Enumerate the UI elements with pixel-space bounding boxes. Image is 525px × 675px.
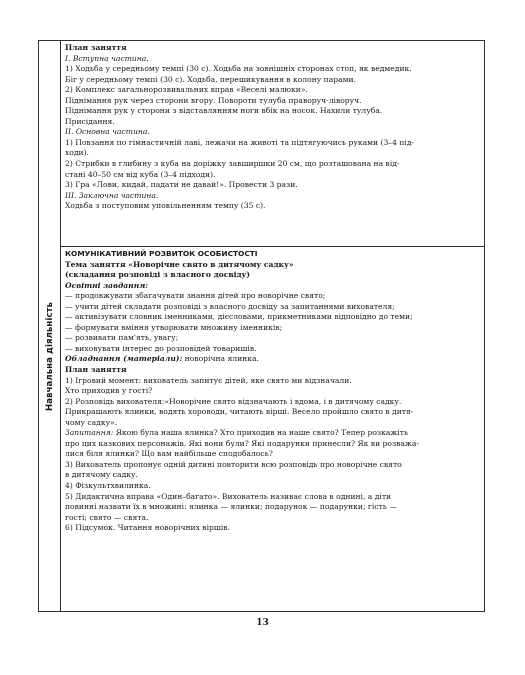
text-line: Біг у середньому темпі (30 с). Ходьба, перешикування в колону парами. [65, 74, 356, 84]
questions-label: Запитання: [65, 428, 114, 438]
text-line: 1) Ходьба у середньому темпі (30 с). Ходьба на зовнішніх сторонах стоп, як ведмедик. [65, 64, 412, 74]
section-communication [61, 247, 484, 613]
text-line: лися біля ялинки? Що вам найбільше сподобалось? [65, 449, 273, 459]
part2-title: ІІ. Основна частина. [65, 127, 150, 137]
text-line: чому садку». [65, 417, 118, 427]
page-number: 13 [256, 618, 269, 628]
text-line: Прикрашають ялинки, водять хороводи, читають вірші. Весело пройшло свято в дитя- [65, 407, 414, 417]
text-line: про цих казкових персонажів. Які вони були? Які подарунки принесли? Як ви розважа- [65, 438, 420, 448]
text-line: Ходьба з поступовим уповільненням темпу (35 с). [65, 201, 266, 211]
task-item: — активізувати словник іменниками, дієсловами, прикметниками відповідно до теми; [65, 312, 413, 322]
text-line: 5) Дидактична вправа «Один–багато». Вихователь називає слова в однині, а діти [65, 491, 392, 501]
tasks-title: Освітні завдання: [65, 280, 149, 290]
side-column [39, 41, 61, 611]
text-line: стані 40–50 см від куба (3–4 підходи). [65, 169, 216, 179]
text-line: 3) Гра «Лови, кидай, падати не давай!». Провести 3 рази. [65, 180, 298, 190]
part3-title: ІІІ. Заключна частина. [65, 190, 159, 200]
text-line: 1) Ігровий момент: вихователь запитує дітей, яке свято ми відзначали. [65, 375, 352, 385]
text-line: ходи). [65, 148, 89, 158]
text-line: 2) Розповідь вихователя:«Новорічне свято відзначають і вдома, і в дитячому садку. [65, 396, 402, 406]
task-item: — виховувати інтерес до розповідей товаришів. [65, 343, 257, 353]
task-item: — учити дітей складати розповіді з власного досвіду за запитаннями вихователя; [65, 301, 395, 311]
text-line: 2) Стрибки в глибину з куба на доріжку завширшки 20 см, що розташована на від- [65, 159, 400, 169]
text-line: 6) Підсумок. Читання новорічних віршів. [65, 523, 231, 533]
topic-subtitle: (складання розповіді з власного досвіду) [65, 270, 250, 280]
content-column [61, 41, 484, 611]
part1-title: І. Вступна частина. [65, 53, 149, 63]
text-line: 1) Повзання по гімнастичній лаві, лежачи на животі та підтягуючись руками (3–4 під- [65, 137, 415, 147]
text-line: Хто приходив у гості? [65, 386, 153, 396]
side-label-text: Навчальна діяльність [45, 301, 55, 411]
text-line: Піднімання рук у сторони з відставлянням ноги вбік на носок. Нахили тулуба. [65, 106, 383, 116]
text-line: Присідання. [65, 116, 115, 126]
equipment-line [65, 354, 480, 365]
text-line: 3) Вихователь пропонує одній дитині повторити всю розповідь про новорічне свято [65, 459, 402, 469]
questions-line [65, 428, 480, 439]
task-item: — формувати вміння утворювати множину іменників; [65, 322, 283, 332]
side-label [42, 291, 58, 421]
equipment-label: Обладнання (матеріали): [65, 354, 183, 364]
task-item: — продовжувати збагачувати знання дітей про новорічне свято; [65, 291, 326, 301]
text-line: в дитячому садку. [65, 470, 138, 480]
section-heading: КОМУНІКАТИВНИЙ РОЗВИТОК ОСОБИСТОСТІ [65, 249, 258, 258]
text-line: Піднімання рук через сторони вгору. Повороти тулуба праворуч-ліворуч. [65, 95, 362, 105]
equipment-value: новорічна ялинка. [182, 354, 259, 364]
section-physical [61, 41, 484, 247]
text-line: 2) Комплекс загальнорозвивальних вправ «Веселі малюки». [65, 85, 308, 95]
lesson-table [38, 40, 485, 612]
questions-text: Якою була наша ялинка? Хто приходив на наше свято? Тепер розкажіть [113, 428, 409, 438]
text-line: 4) Фізкультхвилинка. [65, 481, 151, 491]
topic-title: Тема заняття «Новорічне свято в дитячому садку» [65, 259, 294, 269]
plan-title: План заняття [65, 365, 127, 375]
task-item: — розвивати пам'ять, увагу; [65, 333, 179, 343]
plan-title: План заняття [65, 43, 127, 52]
text-line: гості; свято — свята. [65, 512, 149, 522]
text-line: повинні назвати їх в множині: ялинка — ялинки; подарунок — подарунки; гість — [65, 502, 397, 512]
